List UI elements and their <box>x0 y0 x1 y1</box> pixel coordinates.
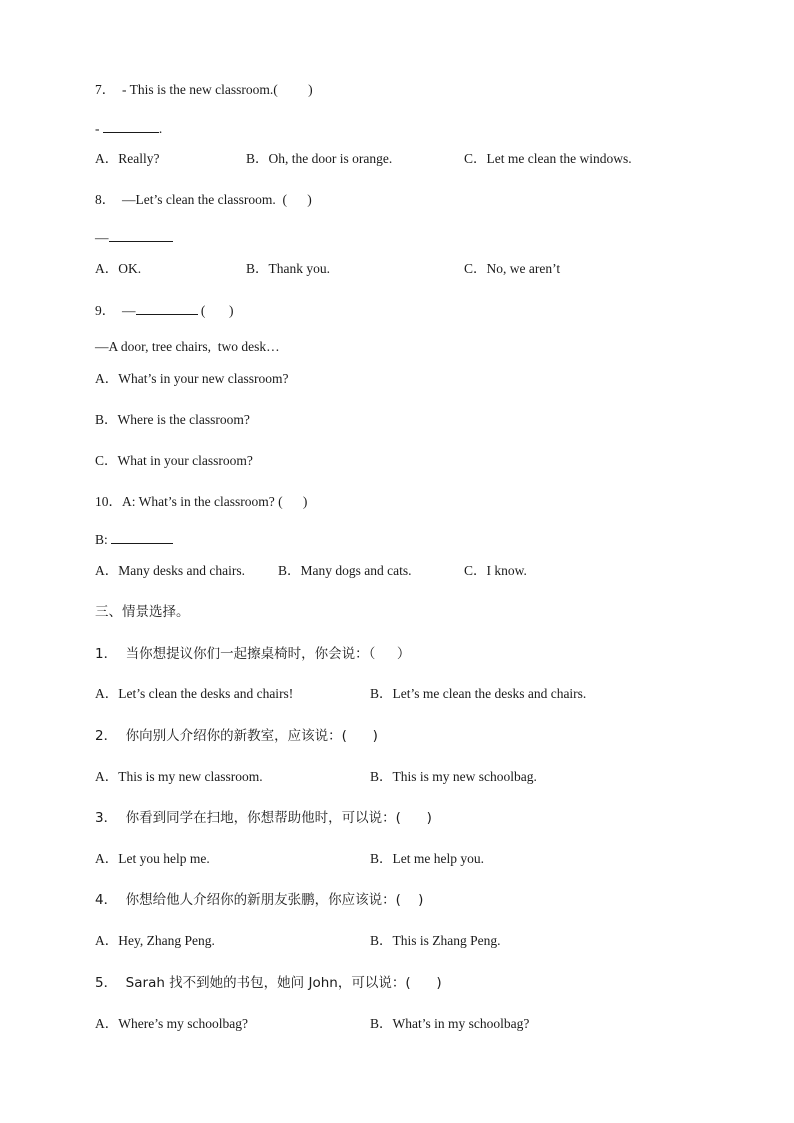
question-9-option-a[interactable]: A．What’s in your new classroom? <box>95 371 289 386</box>
reply-speaker: B: <box>95 532 112 547</box>
answer-blank[interactable] <box>111 530 173 544</box>
question-10-option-c[interactable]: C．I know. <box>464 563 527 578</box>
question-10-stem: 10．A: What’s in the classroom? ( ) <box>95 494 308 509</box>
situation-question-4-stem: 4． 你想给他人介绍你的新朋友张鹏，你应该说：( ) <box>95 892 424 908</box>
situation-question-1-option-b[interactable]: B．Let’s me clean the desks and chairs. <box>370 686 587 701</box>
situation-question-1-stem: 1． 当你想提议你们一起擦桌椅时，你会说：（ ） <box>95 646 411 662</box>
reply-period: . <box>158 121 163 136</box>
reply-dash: - <box>95 121 103 136</box>
situation-question-5-stem: 5． Sarah 找不到她的书包，她问 John，可以说：( ) <box>95 975 442 991</box>
situation-question-2-option-a[interactable]: A．This is my new classroom. <box>95 769 263 784</box>
situation-question-3-stem: 3． 你看到同学在扫地，你想帮助他时，可以说：( ) <box>95 810 432 826</box>
question-9-option-c[interactable]: C．What in your classroom? <box>95 453 253 468</box>
question-8-option-a[interactable]: A．OK. <box>95 261 142 276</box>
answer-blank[interactable] <box>103 119 159 133</box>
situation-question-4-option-b[interactable]: B．This is Zhang Peng. <box>370 933 501 948</box>
situation-question-3-option-a[interactable]: A．Let you help me. <box>95 851 210 866</box>
section-heading: 三、情景选择。 <box>95 604 190 620</box>
situation-question-5-option-b[interactable]: B．What’s in my schoolbag? <box>370 1016 530 1031</box>
situation-question-4-option-a[interactable]: A．Hey, Zhang Peng. <box>95 933 215 948</box>
situation-question-1-option-a[interactable]: A．Let’s clean the desks and chairs! <box>95 686 294 701</box>
reply-dash: — <box>95 230 109 245</box>
question-9-stem <box>95 301 234 320</box>
question-10-option-b[interactable]: B．Many dogs and cats. <box>278 563 412 578</box>
situation-question-2-option-b[interactable]: B．This is my new schoolbag. <box>370 769 537 784</box>
question-10-reply <box>95 530 173 549</box>
question-7-option-b[interactable]: B．Oh, the door is orange. <box>246 151 393 166</box>
situation-question-2-stem: 2． 你向别人介绍你的新教室，应该说：( ) <box>95 728 378 744</box>
question-10-option-a[interactable]: A．Many desks and chairs. <box>95 563 245 578</box>
question-8-reply <box>95 228 173 247</box>
question-9-option-b[interactable]: B．Where is the classroom? <box>95 412 250 427</box>
question-8-stem: 8． —Let’s clean the classroom. ( ) <box>95 192 312 207</box>
question-8-option-c[interactable]: C．No, we aren’t <box>464 261 561 276</box>
situation-question-5-option-a[interactable]: A．Where’s my schoolbag? <box>95 1016 248 1031</box>
question-9-reply: —A door, tree chairs, two desk… <box>95 339 280 354</box>
stem-prefix: 9． — <box>95 303 136 318</box>
question-7-stem: 7． - This is the new classroom.( ) <box>95 82 313 97</box>
answer-blank[interactable] <box>136 301 198 315</box>
question-7-option-a[interactable]: A．Really? <box>95 151 160 166</box>
answer-blank[interactable] <box>109 228 173 242</box>
situation-question-3-option-b[interactable]: B．Let me help you. <box>370 851 484 866</box>
question-7-reply <box>95 119 162 138</box>
question-8-option-b[interactable]: B．Thank you. <box>246 261 330 276</box>
question-7-option-c[interactable]: C．Let me clean the windows. <box>464 151 632 166</box>
stem-suffix: ( ) <box>197 303 234 318</box>
